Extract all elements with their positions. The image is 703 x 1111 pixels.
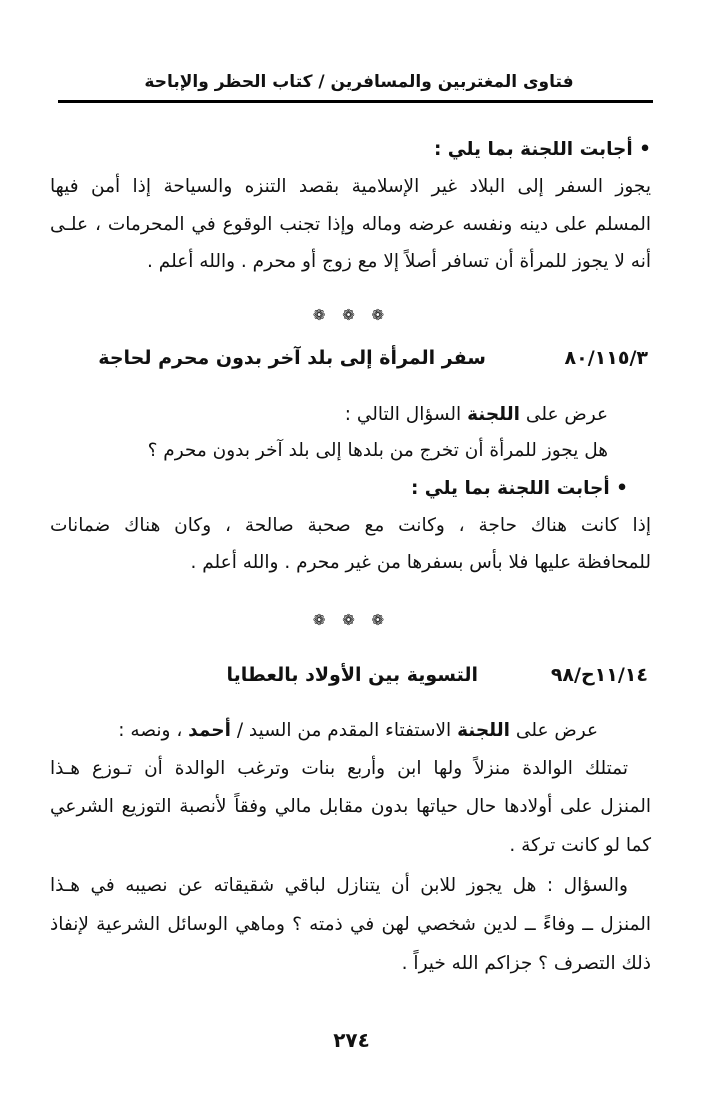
fatwa-number: ٨٠/١١٥/٣: [564, 347, 648, 369]
paragraph-line: أنه لا يجوز للمرأة أن تسافر أصلاً إلا مع زوج أو محرم . والله أعلم .: [147, 251, 651, 272]
page-number: ٢٧٤: [333, 1028, 370, 1052]
fatwa-title: سفر المرأة إلى بلد آخر بدون محرم لحاجة: [98, 347, 486, 369]
paragraph-line: يجوز السفر إلى البلاد غير الإسلامية بقصد التنزه والسياحة إذا أمن فيها: [50, 176, 651, 197]
fatwa-heading: [55, 660, 648, 690]
answer-intro-2: • أجابت اللجنة بما يلي :: [410, 478, 628, 499]
paragraph-line: المسلم على دينه ونفسه عرضه وماله وإذا تجنب الوقوع في المحرمات ، علـى: [50, 214, 651, 235]
fatwa-number: ١١/١٤ح/٩٨: [550, 664, 648, 686]
fatwa-heading: [55, 343, 648, 373]
running-header: فتاوى المغتربين والمسافرين / كتاب الحظر والإباحة: [144, 72, 574, 92]
header-rule: [58, 100, 653, 103]
section-ornament: ❁ ❁ ❁: [312, 611, 391, 629]
paragraph-line: المنزل على أولادها حال حياتها بدون مقابل مالي وفقاً لأنصبة التوزيع الشرعي: [50, 796, 651, 817]
section-ornament: ❁ ❁ ❁: [312, 306, 391, 324]
paragraph-line: تمتلك الوالدة منزلاً ولها ابن وأربع بنات وترغب الوالدة أن تـوزع هـذا: [50, 758, 628, 779]
paragraph-line: للمحافظة عليها فلا بأس بسفرها من غير محرم . والله أعلم .: [190, 552, 651, 573]
intro-line: عرض على اللجنة الاستفتاء المقدم من السيد / أحمد ، ونصه :: [118, 720, 598, 741]
question-line: هل يجوز للمرأة أن تخرج من بلدها إلى بلد آخر بدون محرم ؟: [147, 440, 608, 461]
paragraph-line: والسؤال : هل يجوز للابن أن يتنازل لباقي شقيقاته عن نصيبه في هـذا: [50, 875, 628, 896]
paragraph-line: كما لو كانت تركة .: [509, 835, 651, 856]
fatwa-title: التسوية بين الأولاد بالعطايا: [226, 664, 478, 686]
paragraph-line: ذلك التصرف ؟ جزاكم الله خيراً .: [401, 953, 651, 974]
paragraph-line: المنزل ــ وفاءً ــ لدين شخصي لهن في ذمته ؟ وماهي الوسائل الشرعية لإنفاذ: [50, 914, 651, 935]
answer-intro-1: • أجابت اللجنة بما يلي :: [433, 139, 651, 160]
paragraph-line: إذا كانت هناك حاجة ، وكانت مع صحبة صالحة ، وكان هناك ضمانات: [50, 515, 651, 536]
intro-line: عرض على اللجنة السؤال التالي :: [344, 404, 608, 425]
